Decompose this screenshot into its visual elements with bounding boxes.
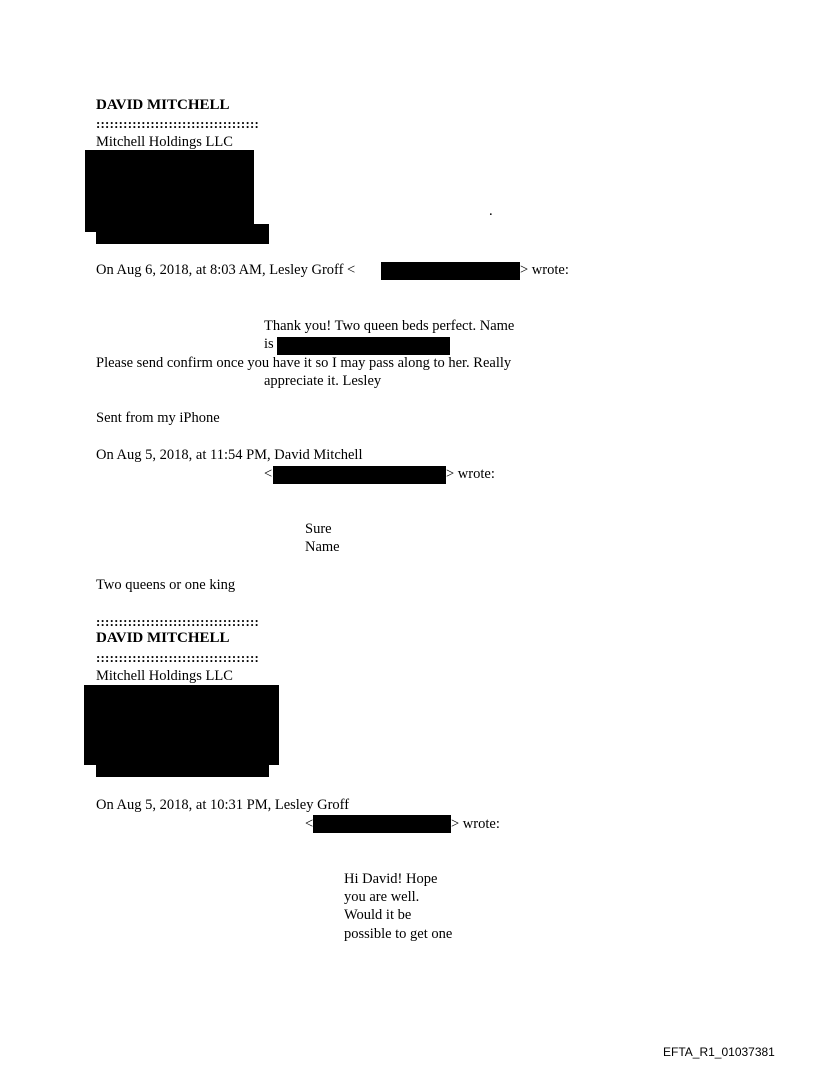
email-body-line: Thank you! Two queen beds perfect. Name	[264, 318, 515, 334]
email-header-lt: <	[264, 466, 273, 482]
signature-separator: ::::::::::::::::::::::::::::::::::::	[96, 650, 260, 665]
email-header-suffix: > wrote:	[451, 816, 500, 832]
email-header: On Aug 5, 2018, at 11:54 PM, David Mitchell	[96, 447, 363, 463]
redaction-block	[277, 337, 450, 355]
email-header: On Aug 6, 2018, at 8:03 AM, Lesley Groff <	[96, 262, 356, 278]
email-header-suffix: > wrote:	[520, 262, 569, 278]
redaction-block	[85, 150, 254, 232]
signature-name: DAVID MITCHELL	[96, 630, 230, 646]
email-header-suffix: > wrote:	[446, 466, 495, 482]
email-body-line: Sure	[305, 521, 332, 537]
signature-separator: ::::::::::::::::::::::::::::::::::::	[96, 116, 260, 131]
redaction-block	[96, 224, 269, 244]
email-body-line: Would it be	[344, 907, 412, 923]
signature-separator: ::::::::::::::::::::::::::::::::::::	[96, 614, 260, 629]
email-body-line: is	[264, 336, 274, 352]
redaction-block	[313, 815, 451, 833]
email-body-line: Name	[305, 539, 340, 555]
email-body-line: appreciate it. Lesley	[264, 373, 382, 389]
stray-mark: .	[489, 203, 493, 219]
sent-from: Sent from my iPhone	[96, 410, 220, 426]
redaction-block	[273, 466, 446, 484]
redaction-block	[84, 685, 279, 765]
signature-company: Mitchell Holdings LLC	[96, 668, 233, 684]
document-id: EFTA_R1_01037381	[663, 1045, 775, 1059]
email-header-lt: <	[305, 816, 314, 832]
email-body-line: Hi David! Hope	[344, 871, 438, 887]
signature-company: Mitchell Holdings LLC	[96, 134, 233, 150]
redaction-block	[96, 758, 269, 777]
email-body-line: you are well.	[344, 889, 420, 905]
email-header: On Aug 5, 2018, at 10:31 PM, Lesley Groff	[96, 797, 350, 813]
signature-name: DAVID MITCHELL	[96, 97, 230, 113]
email-body-line: Two queens or one king	[96, 577, 236, 593]
email-body-line: Please send confirm once you have it so I may pass along to her. Really	[96, 355, 512, 371]
email-body-line: possible to get one	[344, 926, 453, 942]
redaction-block	[381, 262, 520, 280]
